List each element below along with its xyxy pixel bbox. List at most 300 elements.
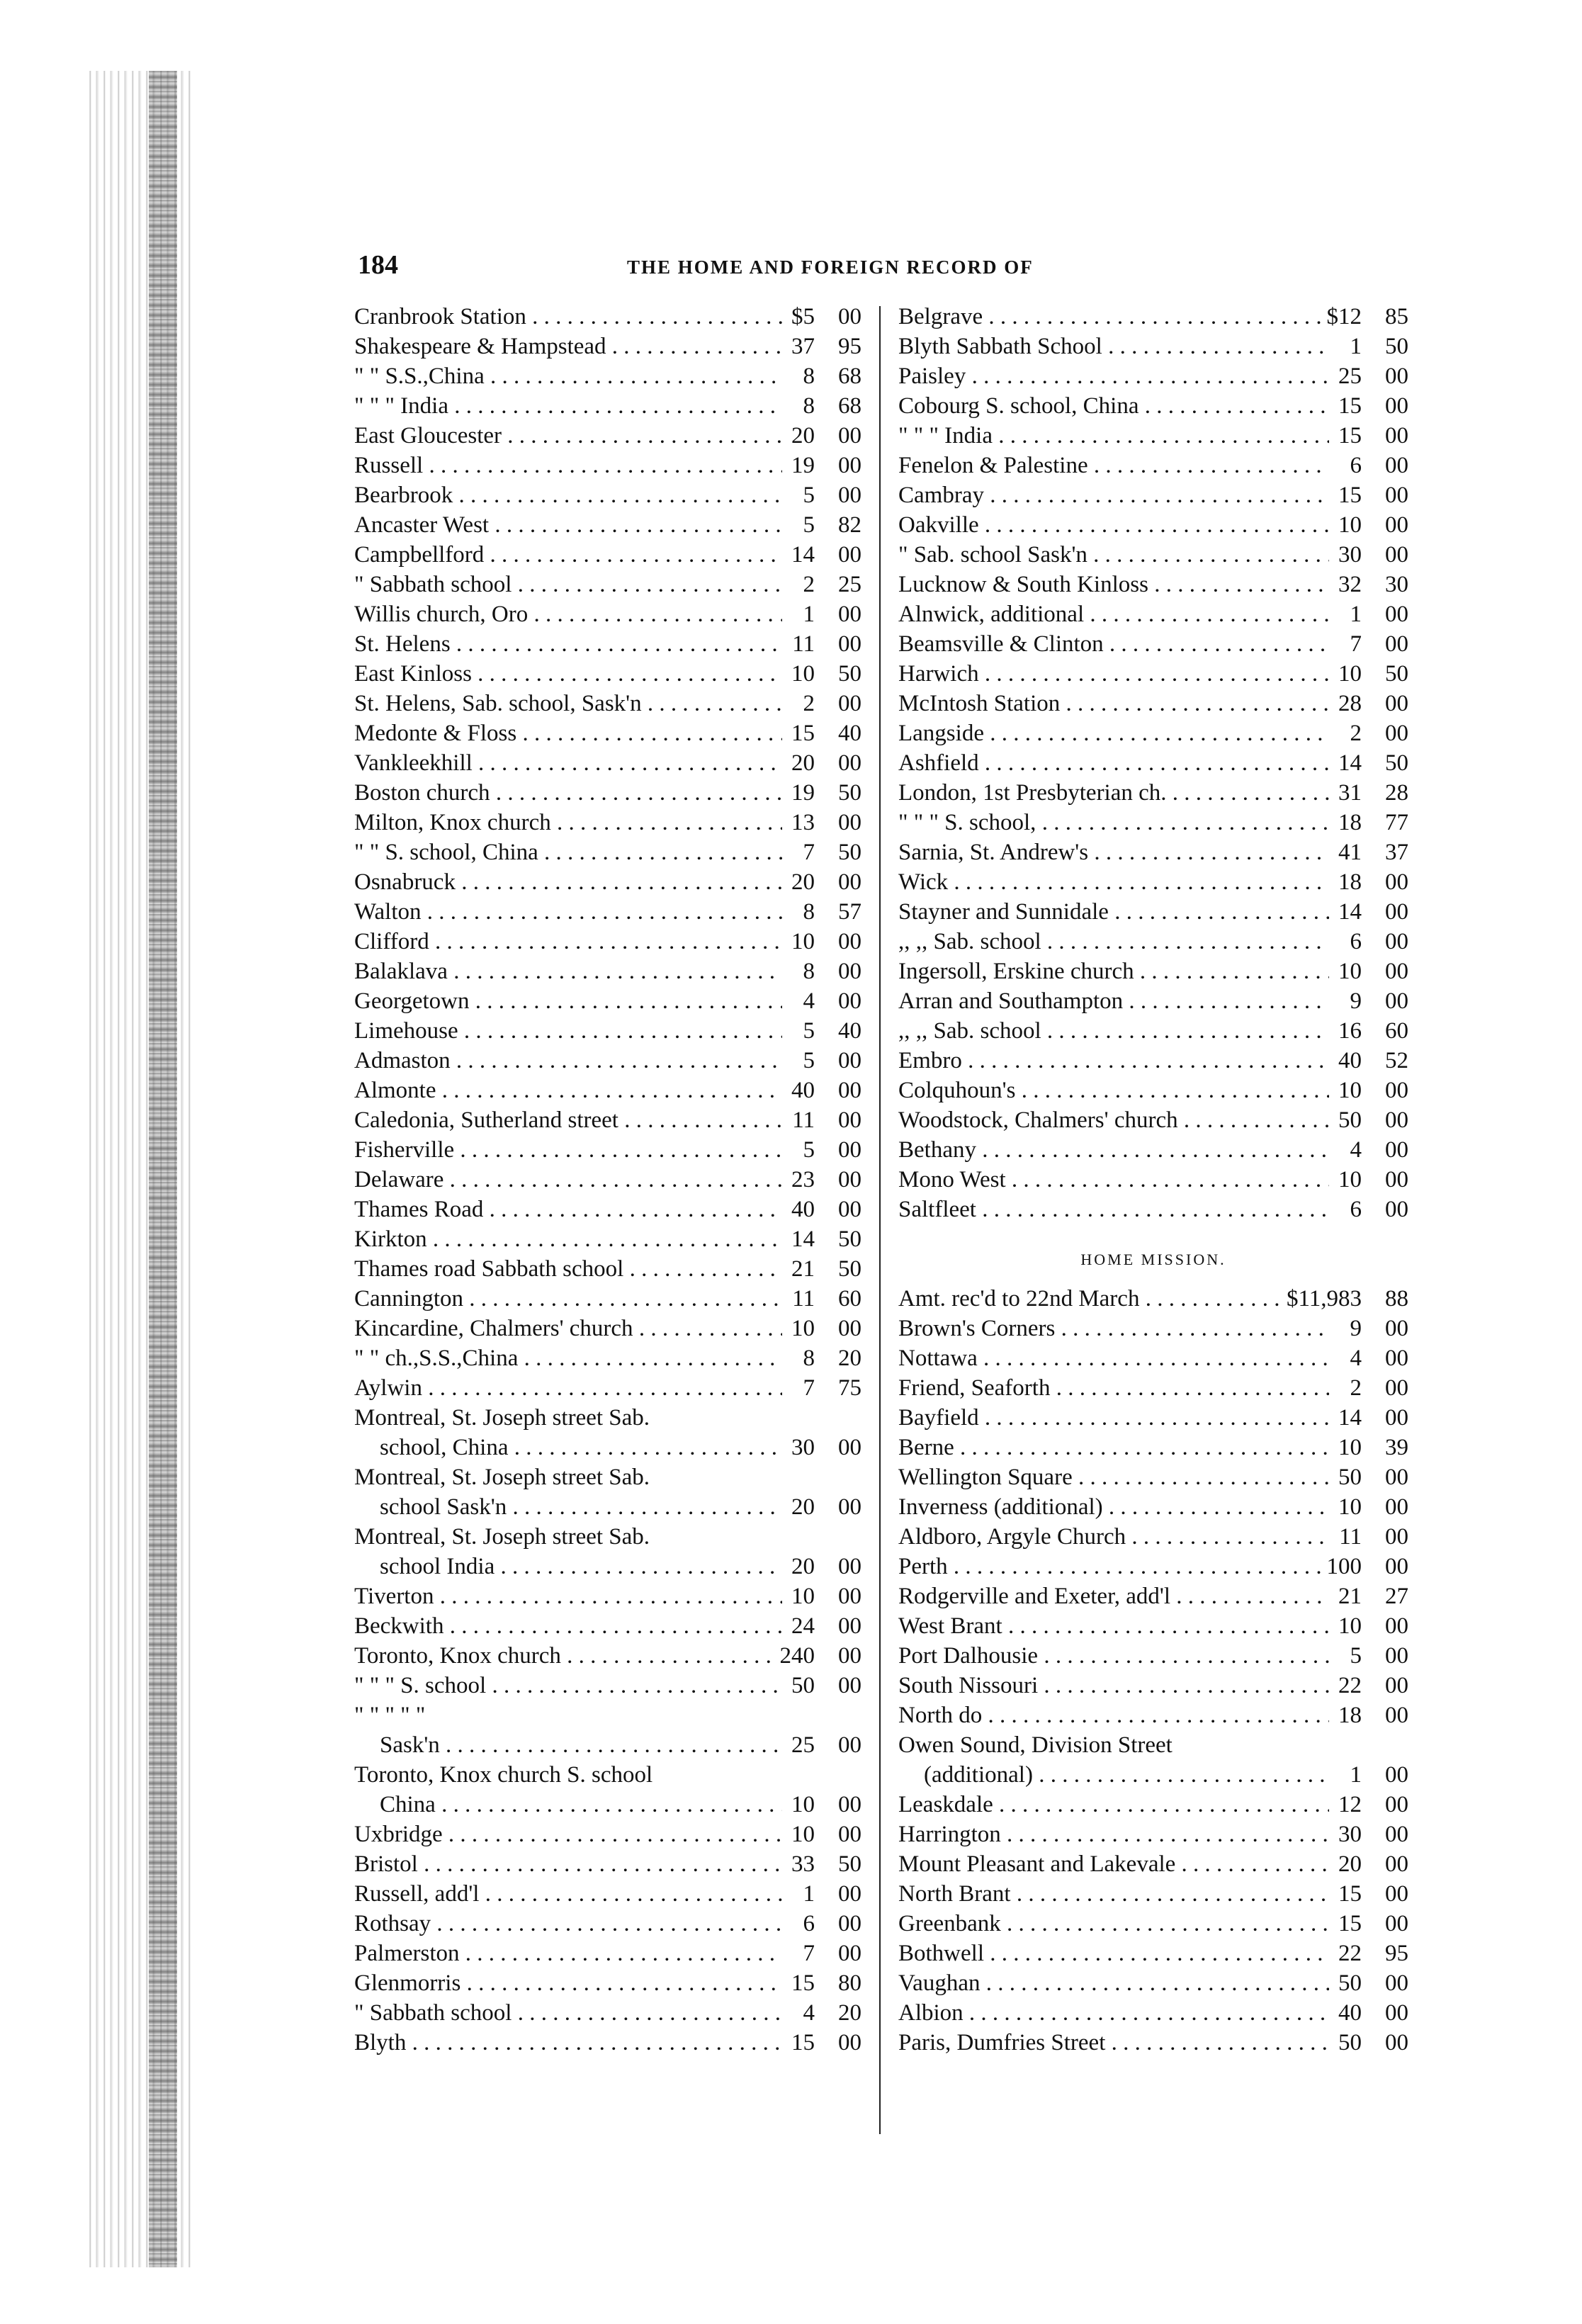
ledger-row-dollars: 15 — [1338, 423, 1362, 449]
ledger-row-name: Aylwin . . . — [354, 1373, 782, 1403]
ledger-row-dollars: 40 — [1338, 1048, 1362, 1073]
ledger-row-dollars: 14 — [1338, 899, 1362, 925]
ledger-row-amount — [1329, 1492, 1408, 1522]
ledger-row-name: " " " S. school, . . . — [898, 808, 1329, 837]
ledger-row — [898, 778, 1408, 808]
ledger-row-amount — [782, 1343, 861, 1373]
ledger-row — [354, 986, 861, 1016]
ledger-row-cents: 88 — [1385, 1286, 1408, 1312]
ledger-row-name: Cranbrook Station . . . — [354, 302, 782, 332]
ledger-row-amount — [1329, 391, 1408, 421]
ledger-row-cents: 00 — [838, 2030, 861, 2055]
ledger-row — [354, 1730, 861, 1760]
ledger-row-amount — [1329, 867, 1408, 897]
ledger-row — [354, 1581, 861, 1611]
ledger-row-cents: 57 — [838, 899, 861, 925]
ledger-row-name: " Sab. school Sask'n . . . — [898, 540, 1329, 570]
ledger-row-name: Brown's Corners . . . — [898, 1314, 1329, 1343]
ledger-row — [898, 927, 1408, 957]
ledger-row-dollars: 20 — [791, 750, 815, 776]
ledger-row-name: Bayfield . . . — [898, 1403, 1329, 1433]
ledger-row — [354, 837, 861, 867]
ledger-row-cents: 00 — [1385, 899, 1408, 925]
ledger-row-amount — [782, 1105, 861, 1135]
ledger-row-name: Harwich . . . — [898, 659, 1329, 689]
ledger-row-name: Lucknow & South Kinloss . . . — [898, 570, 1329, 599]
ledger-row-dollars: 25 — [791, 1732, 815, 1758]
ledger-row-cents: 00 — [838, 750, 861, 776]
ledger-row-name: Balaklava . . . — [354, 957, 782, 986]
ledger-row-amount — [1329, 1641, 1408, 1671]
ledger-row-name: Leaskdale . . . — [898, 1790, 1329, 1820]
ledger-row-cents: 00 — [1385, 1911, 1408, 1936]
ledger-row-cents: 50 — [838, 1226, 861, 1252]
ledger-row — [898, 451, 1408, 480]
ledger-row-cents: 50 — [838, 1851, 861, 1877]
ledger-row-name: Perth . . . — [898, 1552, 1323, 1581]
ledger-row — [354, 1552, 861, 1581]
ledger-row-dollars: 10 — [791, 929, 815, 954]
ledger-row-name: " " ch.,S.S.,China . . . — [354, 1343, 782, 1373]
ledger-row-dollars: 7 — [803, 840, 815, 865]
ledger-row-dollars: 15 — [1338, 1881, 1362, 1907]
ledger-row-amount — [1329, 1671, 1408, 1700]
ledger-row-name: McIntosh Station . . . — [898, 689, 1329, 718]
ledger-row-cents: 00 — [838, 1107, 861, 1133]
ledger-row-amount — [1329, 1046, 1408, 1076]
ledger-row-dollars: 1 — [803, 602, 815, 627]
ledger-row — [354, 1105, 861, 1135]
ledger-row-amount — [1329, 718, 1408, 748]
ledger-row-cents: 00 — [1385, 2000, 1408, 2026]
ledger-row-name: Cambray . . . — [898, 480, 1329, 510]
ledger-row — [898, 897, 1408, 927]
ledger-row-name: school Sask'n . . . — [354, 1492, 782, 1522]
ledger-row — [898, 1879, 1408, 1909]
ledger-row-name: Rothsay . . . — [354, 1909, 782, 1939]
ledger-row-amount — [782, 1939, 861, 1968]
ledger-row-amount — [782, 1611, 861, 1641]
ledger-row-dollars: 10 — [1338, 1613, 1362, 1639]
ledger-row-name: Uxbridge . . . — [354, 1820, 782, 1849]
ledger-row-cents: 00 — [1385, 512, 1408, 538]
ledger-row-dollars: 8 — [803, 899, 815, 925]
ledger-row-amount — [782, 808, 861, 837]
ledger-row-dollars: 50 — [1338, 1970, 1362, 1996]
ledger-row — [354, 1462, 861, 1492]
ledger-row-cents: 40 — [838, 721, 861, 746]
ledger-row-amount — [782, 1433, 861, 1462]
ledger-row-dollars: 30 — [1338, 1822, 1362, 1847]
ledger-row-dollars: 10 — [791, 1316, 815, 1341]
ledger-row-name: Woodstock, Chalmers' church . . . — [898, 1105, 1329, 1135]
ledger-row-amount — [782, 718, 861, 748]
ledger-row — [898, 599, 1408, 629]
left-column-contributions — [354, 302, 861, 2058]
home-mission-heading: HOME MISSION. — [1080, 1251, 1226, 1268]
ledger-row-name: Fenelon & Palestine . . . — [898, 451, 1329, 480]
ledger-row-cents: 00 — [1385, 691, 1408, 716]
ledger-row-cents: 00 — [1385, 1524, 1408, 1550]
ledger-row-cents: 00 — [838, 1554, 861, 1579]
ledger-row-amount — [1282, 1284, 1408, 1314]
ledger-row-dollars: 22 — [1338, 1673, 1362, 1698]
ledger-row-name: Langside . . . — [898, 718, 1329, 748]
ledger-row — [898, 1462, 1408, 1492]
ledger-row-cents: 00 — [838, 1732, 861, 1758]
ledger-row-name: West Brant . . . — [898, 1611, 1329, 1641]
ledger-row-amount — [1329, 361, 1408, 391]
ledger-row — [898, 332, 1408, 361]
ledger-row-cents: 52 — [1385, 1048, 1408, 1073]
ledger-row-cents: 25 — [838, 572, 861, 597]
ledger-row-cents: 95 — [838, 334, 861, 359]
ledger-row-name: Limehouse . . . — [354, 1016, 782, 1046]
ledger-row — [354, 361, 861, 391]
ledger-row-dollars: 32 — [1338, 572, 1362, 597]
ledger-row-cents: 00 — [1385, 1405, 1408, 1431]
ledger-row-name: Belgrave . . . — [898, 302, 1323, 332]
ledger-row-dollars: 10 — [1338, 959, 1362, 984]
ledger-row-name: Port Dalhousie . . . — [898, 1641, 1329, 1671]
ledger-row — [898, 629, 1408, 659]
ledger-row-cents: 68 — [838, 393, 861, 419]
ledger-row-cents: 00 — [1385, 393, 1408, 419]
ledger-row-name: Harrington . . . — [898, 1820, 1329, 1849]
ledger-row-name: Boston church . . . — [354, 778, 782, 808]
ledger-row-dollars: 9 — [1350, 1316, 1362, 1341]
ledger-row-dollars: 14 — [791, 542, 815, 568]
ledger-row-name: Berne . . . — [898, 1433, 1329, 1462]
ledger-row-dollars: 50 — [1338, 2030, 1362, 2055]
ledger-row-dollars: 18 — [1338, 1703, 1362, 1728]
ledger-row-amount — [1329, 1314, 1408, 1343]
ledger-row-name: Thames Road . . . — [354, 1195, 782, 1224]
ledger-row-cents: 00 — [1385, 2030, 1408, 2055]
ledger-row-amount — [782, 1700, 861, 1730]
ledger-row-amount — [782, 302, 861, 332]
ledger-row-amount — [1329, 748, 1408, 778]
ledger-row — [354, 1879, 861, 1909]
home-mission-entries — [898, 1284, 1408, 2058]
ledger-row-cents: 00 — [838, 542, 861, 568]
ledger-row-cents: 00 — [1385, 1197, 1408, 1222]
ledger-row-cents: 00 — [838, 929, 861, 954]
ledger-row-amount — [1329, 1909, 1408, 1939]
ledger-row-cents: 00 — [838, 1911, 861, 1936]
ledger-row-dollars: 37 — [791, 334, 815, 359]
ledger-row-amount — [1329, 689, 1408, 718]
ledger-row-name: " " " S. school . . . — [354, 1671, 782, 1700]
ledger-row-dollars: 5 — [1350, 1643, 1362, 1669]
ledger-row-amount — [782, 1879, 861, 1909]
ledger-row-dollars: 14 — [1338, 1405, 1362, 1431]
ledger-row-amount — [1329, 332, 1408, 361]
ledger-row-cents: 00 — [1385, 869, 1408, 895]
ledger-row-cents: 00 — [1385, 483, 1408, 508]
ledger-row-name: Glenmorris . . . — [354, 1968, 782, 1998]
ledger-row-dollars: 15 — [791, 1970, 815, 1996]
ledger-row-cents: 00 — [1385, 1673, 1408, 1698]
ledger-row-amount — [1329, 421, 1408, 451]
ledger-row-name: Toronto, Knox church S. school — [354, 1762, 653, 1788]
ledger-row-amount — [1329, 1820, 1408, 1849]
ledger-row-dollars: 18 — [1338, 869, 1362, 895]
ledger-row-cents: 00 — [1385, 1316, 1408, 1341]
ledger-row-cents: 00 — [1385, 1494, 1408, 1520]
ledger-row-amount — [782, 1581, 861, 1611]
ledger-row — [898, 837, 1408, 867]
ledger-row-cents: 00 — [838, 304, 861, 329]
ledger-row — [354, 1224, 861, 1254]
ledger-row — [898, 1433, 1408, 1462]
ledger-row-dollars: 10 — [791, 1822, 815, 1847]
binding-edge-shadow — [85, 71, 191, 2267]
ledger-row — [354, 1522, 861, 1552]
ledger-row-cents: 20 — [838, 2000, 861, 2026]
ledger-row-amount — [782, 659, 861, 689]
ledger-row-amount — [782, 1195, 861, 1224]
ledger-row-cents: 50 — [838, 661, 861, 687]
ledger-row-cents: 37 — [1385, 840, 1408, 865]
ledger-row-name: Almonte . . . — [354, 1076, 782, 1105]
ledger-row-name: Greenbank . . . — [898, 1909, 1329, 1939]
ledger-row-amount — [1329, 540, 1408, 570]
ledger-row-amount — [782, 629, 861, 659]
ledger-row-name: Caledonia, Sutherland street . . . — [354, 1105, 782, 1135]
ledger-row-dollars: 1 — [803, 1881, 815, 1907]
ledger-row-cents: 00 — [838, 810, 861, 835]
ledger-row-dollars: 19 — [791, 780, 815, 806]
ledger-row-name: Walton . . . — [354, 897, 782, 927]
ledger-row-name: Sarnia, St. Andrew's . . . — [898, 837, 1329, 867]
ledger-row — [354, 1939, 861, 1968]
ledger-row-cents: 00 — [1385, 1375, 1408, 1401]
ledger-row-dollars: 16 — [1338, 1018, 1362, 1044]
ledger-row-cents: 60 — [1385, 1018, 1408, 1044]
ledger-row-name: " Sabbath school . . . — [354, 570, 782, 599]
ledger-row-name: Beckwith . . . — [354, 1611, 782, 1641]
ledger-row-amount — [1323, 302, 1409, 332]
ledger-row — [898, 1641, 1408, 1671]
ledger-row-amount — [1329, 1760, 1408, 1790]
ledger-row — [354, 957, 861, 986]
ledger-row-name: Kincardine, Chalmers' church . . . — [354, 1314, 782, 1343]
ledger-row-name: Fisherville . . . — [354, 1135, 782, 1165]
ledger-row-amount — [1329, 986, 1408, 1016]
ledger-row — [898, 1522, 1408, 1552]
ledger-row — [354, 1671, 861, 1700]
ledger-row-amount — [782, 867, 861, 897]
ledger-row-dollars: 5 — [803, 1048, 815, 1073]
ledger-row-dollars: 20 — [1338, 1851, 1362, 1877]
ledger-row-dollars: 20 — [791, 869, 815, 895]
ledger-row-dollars: 2 — [1350, 721, 1362, 746]
ledger-row-cents: 00 — [1385, 1554, 1408, 1579]
ledger-row-amount — [1329, 480, 1408, 510]
ledger-row-amount — [1329, 1939, 1408, 1968]
ledger-row-dollars: 5 — [803, 483, 815, 508]
ledger-row-name: Clifford . . . — [354, 927, 782, 957]
ledger-row-amount — [782, 1165, 861, 1195]
ledger-row — [354, 808, 861, 837]
ledger-row-cents: 00 — [1385, 1851, 1408, 1877]
ledger-row-cents: 00 — [838, 1137, 861, 1163]
ledger-row-amount — [782, 1849, 861, 1879]
ledger-row-amount — [1329, 1968, 1408, 1998]
ledger-row-amount — [782, 1314, 861, 1343]
ledger-row-name: Owen Sound, Division Street — [898, 1732, 1173, 1758]
ledger-row-dollars: 15 — [1338, 483, 1362, 508]
ledger-row-dollars: 10 — [791, 1792, 815, 1817]
ledger-row-amount — [782, 391, 861, 421]
ledger-row-dollars: 4 — [803, 2000, 815, 2026]
ledger-row-amount — [1329, 1879, 1408, 1909]
ledger-row-name: North Brant . . . — [898, 1879, 1329, 1909]
ledger-row-cents: 00 — [1385, 1078, 1408, 1103]
ledger-row-amount — [782, 1820, 861, 1849]
ledger-row-cents: 50 — [838, 840, 861, 865]
ledger-row — [898, 1790, 1408, 1820]
ledger-row — [898, 986, 1408, 1016]
ledger-row-dollars: 5 — [803, 1137, 815, 1163]
ledger-row-name: Bethany . . . — [898, 1135, 1329, 1165]
ledger-row-name: Aldboro, Argyle Church . . . — [898, 1522, 1329, 1552]
ledger-row-amount — [782, 897, 861, 927]
ledger-row — [898, 2028, 1408, 2058]
ledger-row-name: Friend, Seaforth . . . — [898, 1373, 1329, 1403]
ledger-row — [354, 778, 861, 808]
ledger-row-amount — [1329, 659, 1408, 689]
ledger-row-amount — [1329, 510, 1408, 540]
ledger-row-amount — [782, 1492, 861, 1522]
ledger-row-name: Montreal, St. Joseph street Sab. — [354, 1524, 650, 1550]
ledger-row-dollars: 30 — [1338, 542, 1362, 568]
ledger-row-dollars: 15 — [791, 2030, 815, 2055]
ledger-row-amount — [782, 361, 861, 391]
ledger-row — [898, 1552, 1408, 1581]
ledger-row-amount — [776, 1641, 862, 1671]
ledger-row-dollars: 10 — [791, 1584, 815, 1609]
ledger-row-dollars: $5 — [791, 304, 815, 329]
ledger-row — [354, 302, 861, 332]
ledger-row-cents: 68 — [838, 363, 861, 389]
ledger-row-cents: 00 — [1385, 453, 1408, 478]
ledger-row-dollars: 40 — [791, 1078, 815, 1103]
ledger-row-cents: 20 — [838, 1346, 861, 1371]
ledger-row-cents: 00 — [838, 1792, 861, 1817]
ledger-row-dollars: 6 — [1350, 929, 1362, 954]
ledger-row-dollars: 10 — [1338, 1435, 1362, 1460]
ledger-row-amount — [782, 480, 861, 510]
ledger-row-name: (additional) . . . — [898, 1760, 1329, 1790]
ledger-row-cents: 00 — [838, 631, 861, 657]
ledger-row-dollars: 50 — [1338, 1107, 1362, 1133]
ledger-row-name: East Gloucester . . . — [354, 421, 782, 451]
ledger-row — [898, 1968, 1408, 1998]
ledger-row-dollars: 8 — [803, 1346, 815, 1371]
ledger-row-cents: 00 — [838, 1822, 861, 1847]
ledger-row-name: Paisley . . . — [898, 361, 1329, 391]
ledger-row-amount — [1329, 629, 1408, 659]
ledger-row — [898, 1998, 1408, 2028]
ledger-row-dollars: 5 — [803, 1018, 815, 1044]
ledger-row-dollars: 30 — [791, 1435, 815, 1460]
ledger-row-cents: 00 — [838, 988, 861, 1014]
ledger-row-name: Oakville . . . — [898, 510, 1329, 540]
ledger-row-name: Ancaster West . . . — [354, 510, 782, 540]
ledger-row-dollars: 19 — [791, 453, 815, 478]
ledger-row-amount — [782, 1403, 861, 1433]
ledger-row-name: school, China . . . — [354, 1433, 782, 1462]
ledger-row-amount — [1329, 1730, 1408, 1760]
ledger-row — [354, 927, 861, 957]
ledger-row-name: Bearbrook . . . — [354, 480, 782, 510]
ledger-row-name: East Kinloss . . . — [354, 659, 782, 689]
ledger-row-amount — [782, 957, 861, 986]
ledger-row-amount — [1329, 927, 1408, 957]
ledger-row-amount — [782, 332, 861, 361]
ledger-row-name: Amt. rec'd to 22nd March . . . — [898, 1284, 1282, 1314]
ledger-row — [898, 1135, 1408, 1165]
ledger-row-cents: 00 — [838, 869, 861, 895]
ledger-row-cents: 00 — [1385, 1970, 1408, 1996]
ledger-row-dollars: 8 — [803, 393, 815, 419]
ledger-row-dollars: 10 — [1338, 512, 1362, 538]
ledger-row-amount — [782, 2028, 861, 2058]
right-column-contributions — [898, 302, 1408, 2058]
ledger-row — [898, 1343, 1408, 1373]
ledger-row-name: Toronto, Knox church . . . — [354, 1641, 776, 1671]
ledger-row-cents: 30 — [1385, 572, 1408, 597]
ledger-row-cents: 00 — [838, 1316, 861, 1341]
ledger-row-name: Medonte & Floss . . . — [354, 718, 782, 748]
ledger-row-name: Milton, Knox church . . . — [354, 808, 782, 837]
ledger-row-cents: 00 — [838, 453, 861, 478]
ledger-row-cents: 00 — [1385, 959, 1408, 984]
ledger-row-dollars: 4 — [1350, 1137, 1362, 1163]
ledger-row-cents: 82 — [838, 512, 861, 538]
ledger-row-cents: 00 — [838, 602, 861, 627]
ledger-row-amount — [782, 748, 861, 778]
ledger-row-amount — [1329, 1195, 1408, 1224]
ledger-row-amount — [782, 1730, 861, 1760]
ledger-row-amount — [1329, 1462, 1408, 1492]
ledger-row-cents: 75 — [838, 1375, 861, 1401]
ledger-row-cents: 50 — [1385, 661, 1408, 687]
ledger-row — [898, 1016, 1408, 1046]
ledger-row — [898, 302, 1408, 332]
ledger-row-amount — [782, 1046, 861, 1076]
ledger-row-name: Palmerston . . . — [354, 1939, 782, 1968]
ledger-row-cents: 00 — [838, 691, 861, 716]
ledger-row — [354, 1433, 861, 1462]
ledger-row — [354, 2028, 861, 2058]
ledger-row-amount — [782, 689, 861, 718]
ledger-row — [354, 1016, 861, 1046]
ledger-row — [898, 1760, 1408, 1790]
ledger-row-dollars: 2 — [803, 572, 815, 597]
ledger-row-dollars: 20 — [791, 1494, 815, 1520]
ledger-row — [898, 540, 1408, 570]
ledger-row — [354, 1314, 861, 1343]
ledger-row-amount — [782, 1790, 861, 1820]
ledger-row-name: Rodgerville and Exeter, add'l . . . — [898, 1581, 1329, 1611]
ledger-row-name: Embro . . . — [898, 1046, 1329, 1076]
ledger-row-name: Admaston . . . — [354, 1046, 782, 1076]
ledger-row-dollars: 7 — [803, 1375, 815, 1401]
ledger-row-dollars: 2 — [803, 691, 815, 716]
